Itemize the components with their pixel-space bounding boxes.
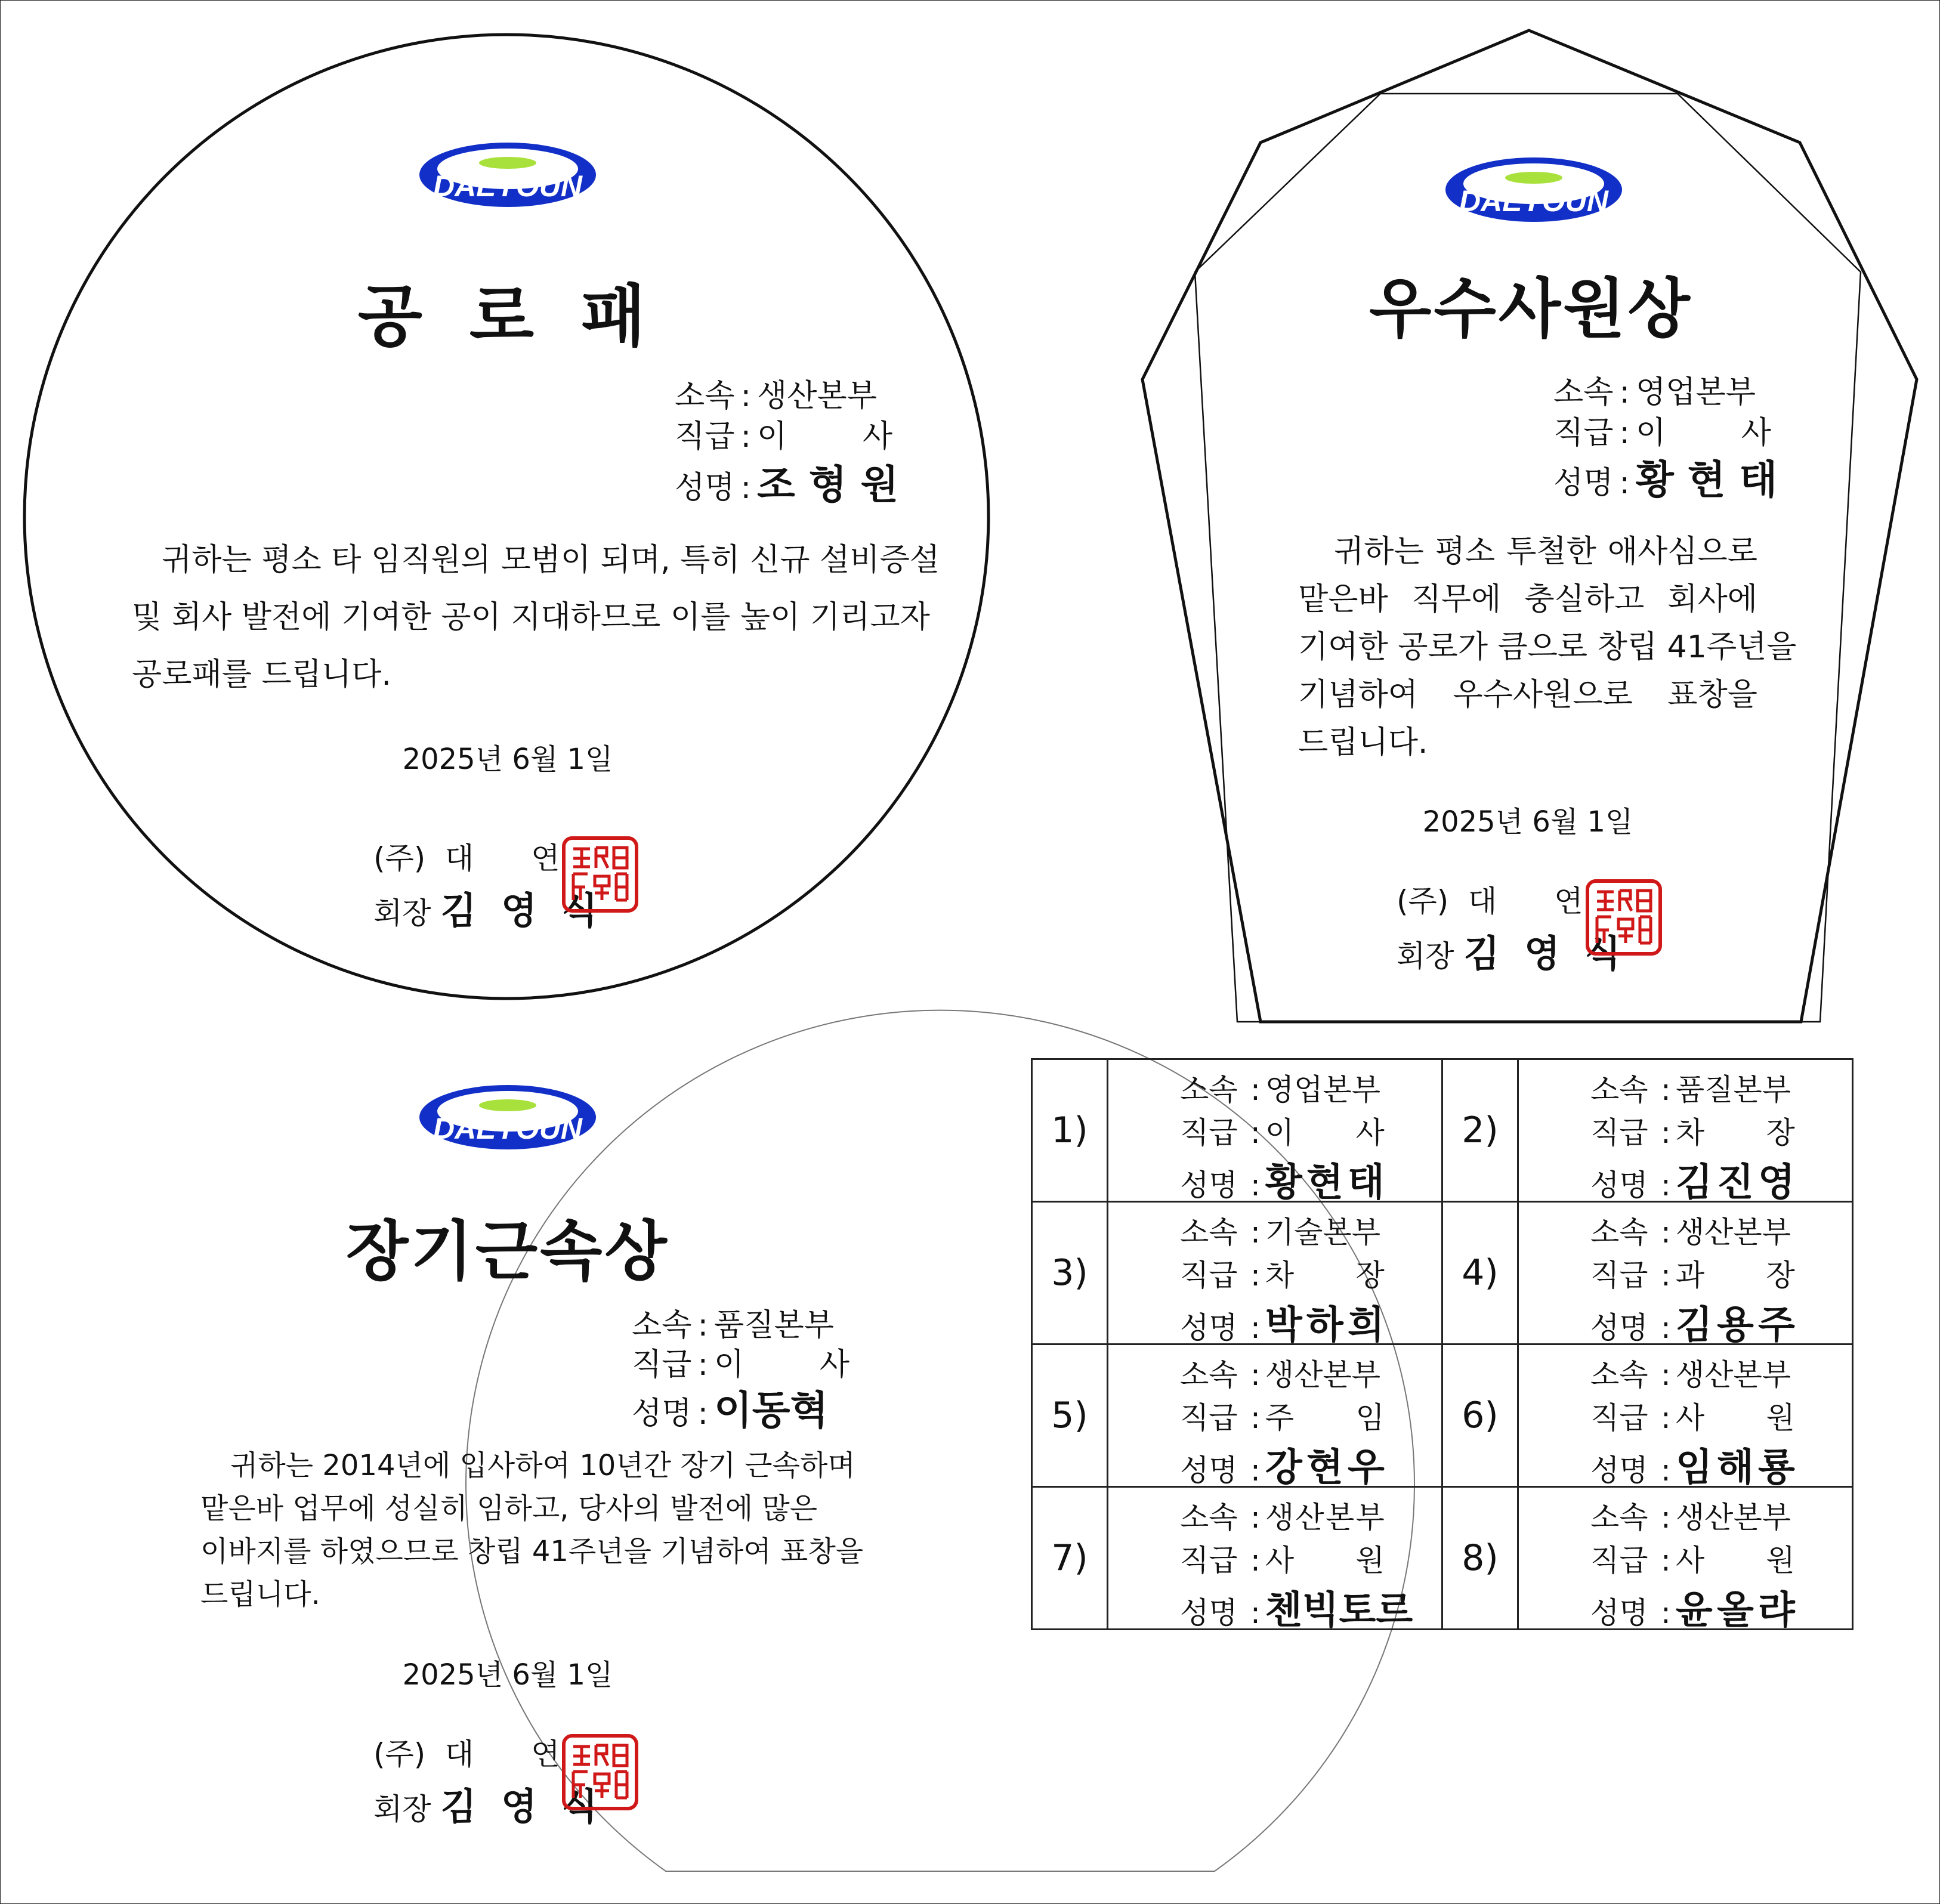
company-prefix: (주) (1397, 884, 1449, 919)
affiliation-value: 생산본부 (1675, 1500, 1791, 1535)
position-label: 직급 (1180, 1401, 1238, 1435)
entry-affiliation: 소속 : 영업본부 (1180, 1066, 1441, 1109)
recipient-table (1031, 1058, 1853, 1633)
entry-position: 직급 : 주 임 (1180, 1394, 1441, 1437)
company-prefix: (주) (373, 1737, 426, 1772)
president-title: 회장 (373, 896, 431, 931)
entry-info (1518, 1202, 1853, 1347)
name-value: 윤 올 랴 (1675, 1588, 1795, 1633)
position-value: 사 원 (1265, 1543, 1385, 1578)
entry-name: 성명 : 박 하 희 (1180, 1294, 1441, 1337)
table-row (1032, 1202, 1853, 1344)
affiliation-label: 소속 (1590, 1215, 1648, 1250)
president-title: 회장 (373, 1792, 431, 1826)
affiliation-value: 생산본부 (1675, 1358, 1791, 1392)
plaque3-affiliation: 소속 : 품질본부 (632, 1300, 834, 1344)
body-line: 맡은바 업무에 성실히 임하고, 당사의 발전에 많은 (200, 1492, 818, 1525)
position-value: 차 장 (1675, 1115, 1795, 1150)
plaque1-body (132, 531, 940, 703)
body-line: 귀하는 2014년에 입사하여 10년간 장기 근속하며 (230, 1449, 855, 1482)
affiliation-label: 소속 (1590, 1072, 1648, 1107)
plaque1-seal-stamp (561, 836, 639, 913)
plaque1-affiliation: 소속 : 생산본부 (675, 370, 877, 415)
name-value: 첸빅토르 (1265, 1588, 1413, 1633)
plaque2-name: 성명 : 황 현 태 (1553, 448, 1777, 505)
affiliation-label: 소속 (1180, 1072, 1238, 1107)
name-value: 황 현 태 (1636, 457, 1778, 503)
plaque3-seal-stamp (561, 1733, 639, 1811)
position-value: 사 원 (1675, 1401, 1795, 1435)
entry-number: 2) (1442, 1059, 1518, 1202)
entry-number: 3) (1032, 1202, 1108, 1344)
name-label: 성명 (1180, 1310, 1238, 1345)
plaque2-position: 직급 : 이 사 (1553, 407, 1771, 452)
affiliation-label: 소속 (1590, 1358, 1648, 1392)
entry-affiliation: 소속 : 생산본부 (1180, 1351, 1441, 1394)
entry-info (1108, 1059, 1442, 1205)
table-row (1032, 1344, 1853, 1487)
entry-name: 성명 : 김 진 영 (1590, 1152, 1852, 1195)
body-line: 및 회사 발전에 기여한 공이 지대하므로 이를 높이 기리고자 (132, 599, 930, 635)
name-label: 성명 (1180, 1453, 1238, 1488)
company-name: 대 연 (445, 1737, 560, 1772)
entry-position: 직급 : 사 원 (1590, 1537, 1852, 1580)
plaque3-body (200, 1444, 864, 1616)
affiliation-value: 생 산 본 부 (1265, 1500, 1385, 1535)
position-label: 직급 (1590, 1258, 1648, 1293)
plaque2-logo (1441, 153, 1626, 236)
president-name: 김 영 식 (440, 1785, 604, 1828)
plaque1-position: 직급 : 이 사 (675, 411, 892, 456)
body-line: 맡은바 직무에 충실하고 회사에 (1298, 582, 1757, 617)
position-value: 사 원 (1675, 1543, 1795, 1578)
entry-name: 성명 : 강 현 우 (1180, 1437, 1441, 1480)
entry-position: 직급 : 과 장 (1590, 1251, 1852, 1294)
name-label: 성명 (1180, 1168, 1238, 1203)
entry-affiliation: 소속 : 생산본부 (1590, 1494, 1852, 1537)
name-value: 조 형 원 (757, 462, 899, 508)
plaque3-logo (415, 1080, 600, 1164)
plaque1-logo (415, 138, 600, 221)
entry-number: 8) (1442, 1487, 1518, 1630)
position-label: 직급 (1180, 1115, 1238, 1150)
entry-affiliation: 소속 : 품질본부 (1590, 1066, 1852, 1109)
body-line: 기여한 공로가 큼으로 창립 41주년을 (1298, 629, 1797, 665)
entry-name: 성명 : 황 현 태 (1180, 1152, 1441, 1195)
affiliation-label: 소속 (675, 378, 735, 414)
plaque2-body (1298, 528, 1797, 766)
entry-info (1518, 1487, 1853, 1633)
position-label: 직급 (1180, 1543, 1238, 1578)
name-value: 김 용 주 (1675, 1303, 1795, 1347)
name-label: 성명 (1180, 1596, 1238, 1630)
name-label: 성명 (675, 470, 735, 506)
plaque2-seal-stamp (1585, 879, 1663, 956)
affiliation-label: 소속 (1553, 375, 1614, 410)
body-line: 귀하는 평소 타 임직원의 모범이 되며, 특히 신규 설비증설 (162, 542, 940, 578)
body-line: 이바지를 하였으므로 창립 41주년을 기념하여 표창을 (200, 1535, 864, 1568)
affiliation-value: 생산본부 (1265, 1358, 1381, 1392)
entry-number: 6) (1442, 1344, 1518, 1487)
entry-number: 5) (1032, 1344, 1108, 1487)
entry-info (1518, 1344, 1853, 1490)
entry-affiliation: 소속 : 생산본부 (1590, 1351, 1852, 1394)
entry-position: 직급 : 사 원 (1590, 1394, 1852, 1437)
position-label: 직급 (1590, 1115, 1648, 1150)
position-value: 이 사 (757, 419, 892, 455)
position-label: 직급 (1590, 1543, 1648, 1578)
svg-text:DAEYOUN: DAEYOUN (1459, 184, 1609, 218)
plaque3-title: 장기근속상 (346, 1214, 669, 1289)
plaque1-title: 공 로 패 (357, 278, 658, 356)
name-value: 박 하 희 (1265, 1303, 1385, 1347)
plaque1-name: 성명 : 조 형 원 (675, 453, 898, 509)
name-label: 성명 (1590, 1310, 1648, 1345)
affiliation-value: 생산본부 (757, 378, 877, 414)
name-label: 성명 (1590, 1453, 1648, 1488)
name-label: 성명 (1590, 1596, 1648, 1630)
position-value: 이 사 (1265, 1115, 1385, 1150)
affiliation-label: 소속 (1180, 1215, 1238, 1250)
entry-position: 직급 : 차 장 (1180, 1251, 1441, 1294)
position-label: 직급 (1180, 1258, 1238, 1293)
affiliation-label: 소속 (632, 1308, 692, 1343)
plaque2-title: 우수사원상 (1369, 272, 1692, 347)
affiliation-label: 소속 (1180, 1358, 1238, 1392)
company-name: 대 연 (1468, 884, 1583, 919)
entry-number: 4) (1442, 1202, 1518, 1344)
body-line: 드립니다. (200, 1578, 320, 1611)
position-label: 직급 (675, 419, 735, 455)
plaque3-position: 직급 : 이 사 (632, 1339, 849, 1384)
president-title: 회장 (1397, 939, 1454, 973)
affiliation-value: 영업본부 (1636, 375, 1756, 410)
body-line: 귀하는 평소 투철한 애사심으로 (1334, 534, 1757, 570)
position-value: 이 사 (1636, 415, 1771, 451)
name-value: 이동혁 (714, 1387, 829, 1433)
plaque2-affiliation: 소속 : 영업본부 (1553, 367, 1756, 412)
entry-info (1108, 1202, 1442, 1347)
entry-affiliation: 소속 : 생산본부 (1590, 1208, 1852, 1251)
affiliation-value: 영업본부 (1265, 1072, 1381, 1107)
entry-position: 직급 : 사 원 (1180, 1537, 1441, 1580)
affiliation-value: 품질본부 (1675, 1072, 1791, 1107)
affiliation-label: 소속 (1590, 1500, 1648, 1535)
entry-info (1108, 1487, 1442, 1633)
affiliation-value: 생산본부 (1675, 1215, 1791, 1250)
entry-name: 성명 : 윤 올 랴 (1590, 1580, 1852, 1622)
position-label: 직급 (1590, 1401, 1648, 1435)
svg-text:DAEYOUN: DAEYOUN (433, 1112, 583, 1145)
entry-info (1518, 1059, 1853, 1205)
position-value: 주 임 (1265, 1401, 1385, 1435)
entry-name: 성명 : 임 해 룡 (1590, 1437, 1852, 1480)
name-value: 임 해 룡 (1675, 1446, 1795, 1490)
plaque3-date: 2025년 6월 1일 (402, 1658, 613, 1692)
entry-info (1108, 1344, 1442, 1490)
affiliation-value: 기술본부 (1265, 1215, 1381, 1250)
entry-position: 직급 : 이 사 (1180, 1109, 1441, 1152)
name-label: 성명 (1553, 465, 1614, 501)
body-line: 공로패를 드립니다. (132, 657, 391, 693)
entry-name: 성명 : 김 용 주 (1590, 1294, 1852, 1337)
name-value: 강 현 우 (1265, 1446, 1385, 1490)
table-row (1032, 1487, 1853, 1630)
president-name: 김 영 식 (1463, 932, 1627, 975)
name-label: 성명 (1590, 1168, 1648, 1203)
affiliation-label: 소속 (1180, 1500, 1238, 1535)
entry-number: 1) (1032, 1059, 1108, 1202)
plaque3-name: 성명 : 이동혁 (632, 1378, 828, 1435)
position-value: 차 장 (1265, 1258, 1385, 1293)
svg-text:DAEYOUN: DAEYOUN (433, 169, 583, 203)
company-name: 대 연 (445, 841, 560, 876)
name-value: 황 현 태 (1265, 1161, 1385, 1205)
entry-affiliation: 소속 : 기술본부 (1180, 1208, 1441, 1251)
affiliation-value: 품질본부 (714, 1308, 834, 1343)
position-value: 과 장 (1675, 1258, 1795, 1293)
entry-name: 성명 : 첸빅토르 (1180, 1580, 1441, 1622)
entry-affiliation: 소속 : 생 산 본 부 (1180, 1494, 1441, 1537)
president-name: 김 영 식 (440, 889, 604, 932)
company-prefix: (주) (373, 841, 426, 876)
position-label: 직급 (1553, 415, 1614, 451)
name-value: 김 진 영 (1675, 1161, 1795, 1205)
entry-number: 7) (1032, 1487, 1108, 1630)
name-label: 성명 (632, 1396, 692, 1432)
table-row (1032, 1059, 1853, 1202)
body-line: 드립니다. (1298, 725, 1428, 761)
body-line: 기념하여 우수사원으로 표창을 (1298, 677, 1757, 713)
position-label: 직급 (632, 1347, 692, 1383)
plaque1-date: 2025년 6월 1일 (402, 743, 613, 776)
position-value: 이 사 (714, 1347, 849, 1383)
plaque2-date: 2025년 6월 1일 (1422, 805, 1633, 839)
entry-position: 직급 : 차 장 (1590, 1109, 1852, 1152)
